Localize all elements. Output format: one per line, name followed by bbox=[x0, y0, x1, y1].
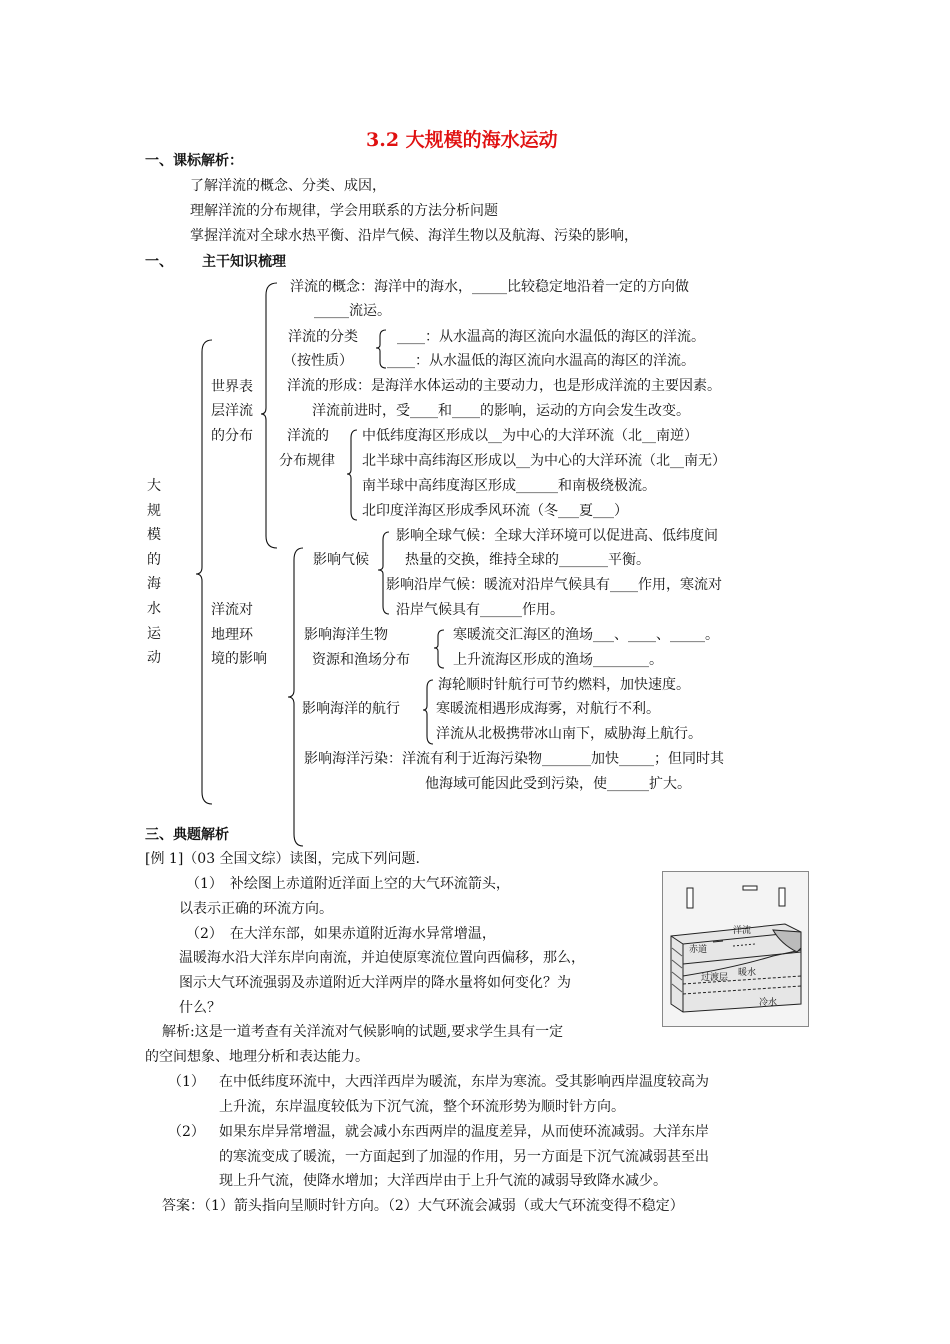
figure-label-current: 洋流 bbox=[733, 926, 752, 936]
point-1-line-1: 在中低纬度环流中，大西洋西岸为暖流，东岸为寒流。受其影响西岸温度较高为 bbox=[219, 1074, 709, 1090]
section-1-heading: 一、课标解析： bbox=[145, 153, 243, 169]
climate-global-1: 影响全球气候：全球大洋环境可以促进高、低纬度间 bbox=[396, 528, 718, 544]
point-2-line-2: 的寒流变成了暖流，一方面起到了加湿的作用，另一方面是下沉气流减弱甚至出 bbox=[219, 1149, 709, 1165]
question-2-line-2: 温暖海水沿大洋东岸向南流，并迫使原寒流位置向西偏移，那么， bbox=[179, 950, 585, 966]
group-impact-2: 地理环 bbox=[211, 627, 253, 643]
group-impact-3: 境的影响 bbox=[211, 651, 267, 667]
group-distribution-2: 层洋流 bbox=[211, 403, 253, 419]
question-1-line-1: （1） 补绘图上赤道附近洋面上空的大气环流箭头， bbox=[186, 876, 510, 892]
group-impact-1: 洋流对 bbox=[211, 602, 253, 618]
figure-drawing bbox=[663, 872, 808, 1026]
formation-line-2: 洋流前进时，受____和____的影响，运动的方向会发生改变。 bbox=[312, 403, 690, 419]
example-heading: [例 1]（03 全国文综）读图，完成下列问题. bbox=[145, 851, 420, 867]
law-label-2: 分布规律 bbox=[279, 453, 335, 469]
group-distribution-1: 世界表 bbox=[211, 379, 253, 395]
navigation-3: 洋流从北极携带冰山南下，威胁海上航行。 bbox=[436, 726, 702, 742]
pollution-1: 影响海洋污染：洋流有利于近海污染物_______加快_____；但同时其 bbox=[304, 751, 724, 767]
group-distribution-3: 的分布 bbox=[211, 428, 253, 444]
bio-label-2: 资源和渔场分布 bbox=[312, 652, 410, 668]
objective-3: 掌握洋流对全球水热平衡、沿岸气候、海洋生物以及航海、污染的影响， bbox=[190, 228, 638, 244]
climate-coast-1: 影响沿岸气候：暖流对沿岸气候具有____作用，寒流对 bbox=[386, 577, 722, 593]
section-2-heading: 主干知识梳理 bbox=[202, 254, 286, 270]
page-title: 3.2 大规模的海水运动 bbox=[366, 129, 558, 151]
climate-label: 影响气候 bbox=[313, 552, 369, 568]
point-2-number: （2） bbox=[168, 1124, 205, 1140]
root-topic: 大规模的海水运动 bbox=[147, 478, 161, 667]
objective-1: 了解洋流的概念、分类、成因， bbox=[190, 178, 386, 194]
section-2-number: 一、 bbox=[145, 254, 173, 270]
question-1-line-2: 以表示正确的环流方向。 bbox=[179, 901, 333, 917]
climate-coast-2: 沿岸气候具有______作用。 bbox=[396, 602, 564, 618]
law-1: 中低纬度海区形成以__为中心的大洋环流（北__南逆） bbox=[362, 428, 698, 444]
analysis-line-1: 解析:这是一道考查有关洋流对气候影响的试题,要求学生具有一定 bbox=[162, 1024, 564, 1040]
concept-line-2: _____流运。 bbox=[314, 303, 391, 319]
point-1-number: （1） bbox=[168, 1074, 205, 1090]
question-2-line-4: 什么？ bbox=[179, 1000, 221, 1016]
figure-label-equator: 赤道 bbox=[689, 945, 708, 955]
navigation-2: 寒暖流相遇形成海雾，对航行不利。 bbox=[436, 701, 660, 717]
answer-line: 答案：（1）箭头指向呈顺时针方向。（2）大气环流会减弱（或大气环流变得不稳定） bbox=[162, 1198, 684, 1214]
point-1-line-2: 上升流，东岸温度较低为下沉气流，整个环流形势为顺时针方向。 bbox=[219, 1099, 625, 1115]
classification-label-1: 洋流的分类 bbox=[288, 329, 358, 345]
point-2-line-3: 现上升气流，使降水增加；大洋西岸由于上升气流的减弱导致降水减少。 bbox=[219, 1173, 667, 1189]
classification-cold: ____：从水温低的海区流向水温高的海区的洋流。 bbox=[387, 353, 695, 369]
figure-label-cold: 冷水 bbox=[759, 998, 778, 1008]
law-4: 北印度洋海区形成季风环流（冬___夏___） bbox=[362, 503, 628, 519]
law-2: 北半球中高纬海区形成以__为中心的大洋环流（北__南无） bbox=[362, 453, 726, 469]
objective-2: 理解洋流的分布规律，学会用联系的方法分析问题 bbox=[190, 203, 498, 219]
figure-label-transition: 过渡层 bbox=[701, 973, 729, 983]
bio-1: 寒暖流交汇海区的渔场___、____、_____。 bbox=[453, 627, 719, 643]
navigation-label: 影响海洋的航行 bbox=[302, 701, 400, 717]
bio-2: 上升流海区形成的渔场________。 bbox=[453, 652, 663, 668]
formation-line-1: 洋流的形成：是海洋水体运动的主要动力，也是形成洋流的主要因素。 bbox=[287, 378, 721, 394]
point-2-line-1: 如果东岸异常增温，就会减小东西两岸的温度差异，从而使环流减弱。大洋东岸 bbox=[219, 1124, 709, 1140]
classification-warm: ____：从水温高的海区流向水温低的海区的洋流。 bbox=[397, 329, 705, 345]
figure-label-warm: 暖水 bbox=[738, 968, 757, 978]
climate-global-2: 热量的交换，维持全球的_______平衡。 bbox=[405, 552, 650, 568]
section-3-heading: 三、典题解析 bbox=[145, 827, 229, 843]
classification-label-2: （按性质） bbox=[283, 353, 353, 369]
analysis-line-2: 的空间想象、地理分析和表达能力。 bbox=[145, 1049, 369, 1065]
bio-label-1: 影响海洋生物 bbox=[304, 627, 388, 643]
concept-line-1: 洋流的概念：海洋中的海水，_____比较稳定地沿着一定的方向做 bbox=[290, 279, 689, 295]
pollution-2: 他海域可能因此受到污染，使______扩大。 bbox=[425, 776, 691, 792]
question-2-line-1: （2） 在大洋东部，如果赤道附近海水异常增温， bbox=[186, 926, 496, 942]
question-2-line-3: 图示大气环流强弱及赤道附近大洋两岸的降水量将如何变化？为 bbox=[179, 975, 571, 991]
law-3: 南半球中高纬度海区形成______和南极绕极流。 bbox=[362, 478, 656, 494]
navigation-1: 海轮顺时针航行可节约燃料，加快速度。 bbox=[438, 677, 690, 693]
law-label-1: 洋流的 bbox=[287, 428, 329, 444]
ocean-circulation-figure bbox=[662, 871, 809, 1027]
